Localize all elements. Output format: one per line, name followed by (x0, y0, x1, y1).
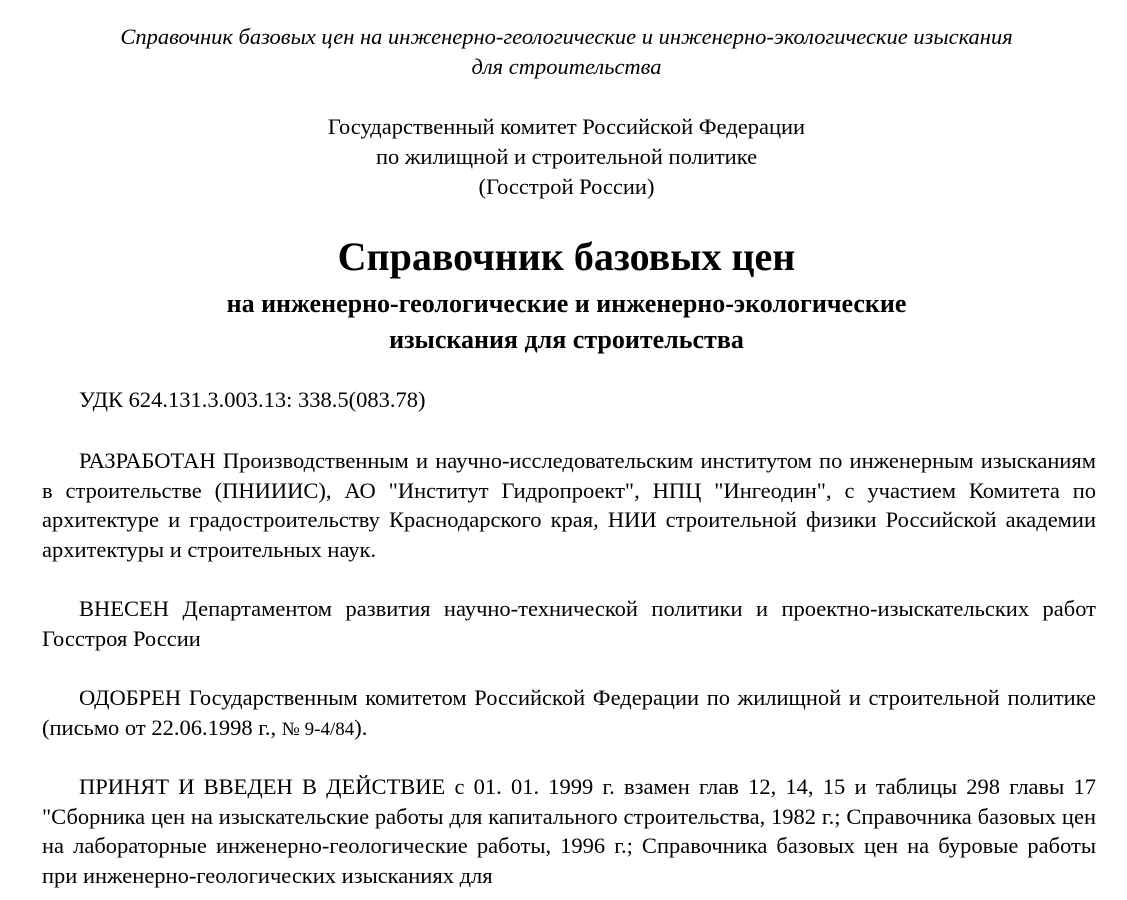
document-title: Справочник базовых цен (337, 234, 796, 279)
authority-line-3: (Госстрой России) (478, 174, 655, 199)
approved-text: ОДОБРЕН Государственным комитетом Российской Федерации по жилищной и строительной политике (письмо от 22.06.1998 г., (42, 685, 1096, 740)
running-header-line-1: Справочник базовых цен на инженерно-геологические и инженерно-экологические изыскания (120, 24, 1013, 49)
approved-letter-number: № 9-4/84 (281, 718, 355, 740)
paragraph-developed: РАЗРАБОТАН Производственным и научно-исследовательским институтом по инженерным изысканиям в строительстве (ПНИИИС), АО "Институт Гидропроект", НПЦ "Ингеодин", с участием Комитета по архитектуре и градостроительству Краснодарского края, НИИ строительной физики Российской академии архитектуры и строительных наук. (42, 448, 1096, 562)
issuing-authority (40, 112, 1093, 202)
paragraph-submitted: ВНЕСЕН Департаментом развития научно-технической политики и проектно-изыскательских работ Госстроя России (42, 596, 1096, 651)
paragraph-adopted: ПРИНЯТ И ВВЕДЕН В ДЕЙСТВИЕ с 01. 01. 1999 г. взамен глав 12, 14, 15 и таблицы 298 главы 17 "Сборника цен на изыскательские работы для капитального строительства, 1982 г.; Справочника базовых цен на лабораторные инженерно-геологические работы, 1996 г.; Справочника базовых цен на буровые работы при инженерно-геологических изысканиях для (42, 774, 1096, 888)
authority-line-2: по жилищной и строительной политике (375, 144, 758, 169)
authority-line-1: Государственный комитет Российской Федерации (327, 114, 806, 139)
subtitle-line-1: на инженерно-геологические и инженерно-экологические (226, 289, 907, 318)
udk-code: УДК 624.131.3.003.13: 338.5(083.78) (79, 387, 426, 412)
approved-end: ). (354, 714, 368, 740)
running-header (40, 22, 1093, 82)
running-header-line-2: для строительства (471, 54, 662, 79)
document-subtitle (40, 286, 1093, 358)
paragraph-approved (42, 683, 1096, 744)
subtitle-line-2: изыскания для строительства (389, 325, 744, 354)
